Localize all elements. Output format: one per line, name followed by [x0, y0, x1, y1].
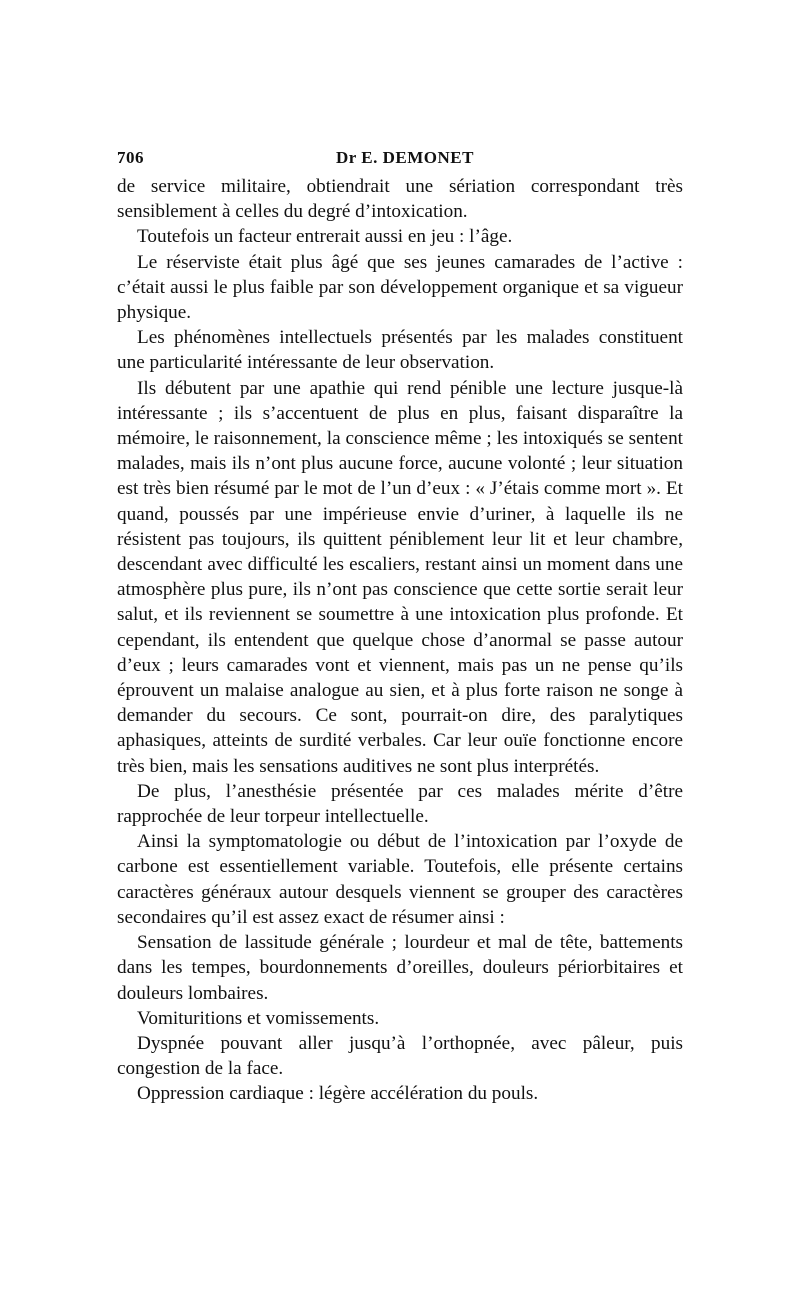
book-page: [117, 148, 683, 1107]
page-number: 706: [117, 148, 144, 167]
paragraph-apathy: Ils débutent par une apathie qui rend pénible une lecture jusque-là intéressante ; ils s’accentuent de plus en plus, faisant disparaître la mémoire, le raisonnement, la conscience même ; les intoxiqués se sentent malades, mais ils n’ont plus aucune force, aucune volonté ; leur situation est très bien résumé par le mot de l’un d’eux : « J’étais comme mort ». Et quand, poussés par une impérieuse envie d’uriner, à laquelle ils ne résistent pas toujours, ils quittent péniblement leur lit et leur chambre, descendant avec difficulté les escaliers, restant ainsi un moment dans une atmosphère plus pure, ils n’ont pas conscience que cette sortie serait leur salut, et ils reviennent se soumettre à une intoxication plus profonde. Et cependant, ils entendent que quelque chose d’anormal se passe autour d’eux ; leurs camarades vont et viennent, mais pas un ne pense qu’ils éprouvent un malaise analogue au sien, et à plus forte raison ne songe à demander du secours. Ce sont, pourrait-on dire, des paralytiques aphasiques, atteints de surdité verbales. Car leur ouïe fonctionne encore très bien, mais les sensations auditives ne sont plus interprétés.: [117, 377, 683, 777]
paragraph-lassitude: Sensation de lassitude générale ; lourdeur et mal de tête, battements dans les tempes, bourdonnements d’oreilles, douleurs périorbitaires et douleurs lombaires.: [117, 932, 683, 1004]
paragraph-anesthesia: De plus, l’anesthésie présentée par ces malades mérite d’être rapprochée de leur torpeur intellectuelle.: [117, 780, 683, 828]
paragraph-cardiac-oppression: Oppression cardiaque : légère accélération du pouls.: [137, 1083, 539, 1105]
paragraph-dyspnea: Dyspnée pouvant aller jusqu’à l’orthopnée, avec pâleur, puis congestion de la face.: [117, 1032, 683, 1080]
paragraph-reservist: Le réserviste était plus âgé que ses jeunes camarades de l’active : c’était aussi le plus faible par son développement organique et sa vigueur physique.: [117, 251, 683, 324]
paragraph-intellectual-phenomena: Les phénomènes intellectuels présentés par les malades constituent une particularité intéressante de leur observation.: [117, 327, 683, 374]
paragraph-vomiting: Vomituritions et vomissements.: [137, 1007, 380, 1029]
running-title: Dr E. DEMONET: [336, 148, 474, 167]
paragraph-symptomatology: Ainsi la symptomatologie ou début de l’intoxication par l’oxyde de carbone est essentiellement variable. Toutefois, elle présente certains caractères généraux autour desquels viennent se grouper des caractères secondaires qu’il est assez exact de résumer ainsi :: [117, 831, 683, 928]
body-text: [117, 174, 683, 1107]
paragraph-age-factor: Toutefois un facteur entrerait aussi en jeu : l’âge.: [137, 226, 513, 248]
paragraph-continuation: de service militaire, obtiendrait une sériation correspondant très sensiblement à celles du degré d’intoxication.: [117, 176, 683, 223]
running-head: [117, 148, 683, 174]
